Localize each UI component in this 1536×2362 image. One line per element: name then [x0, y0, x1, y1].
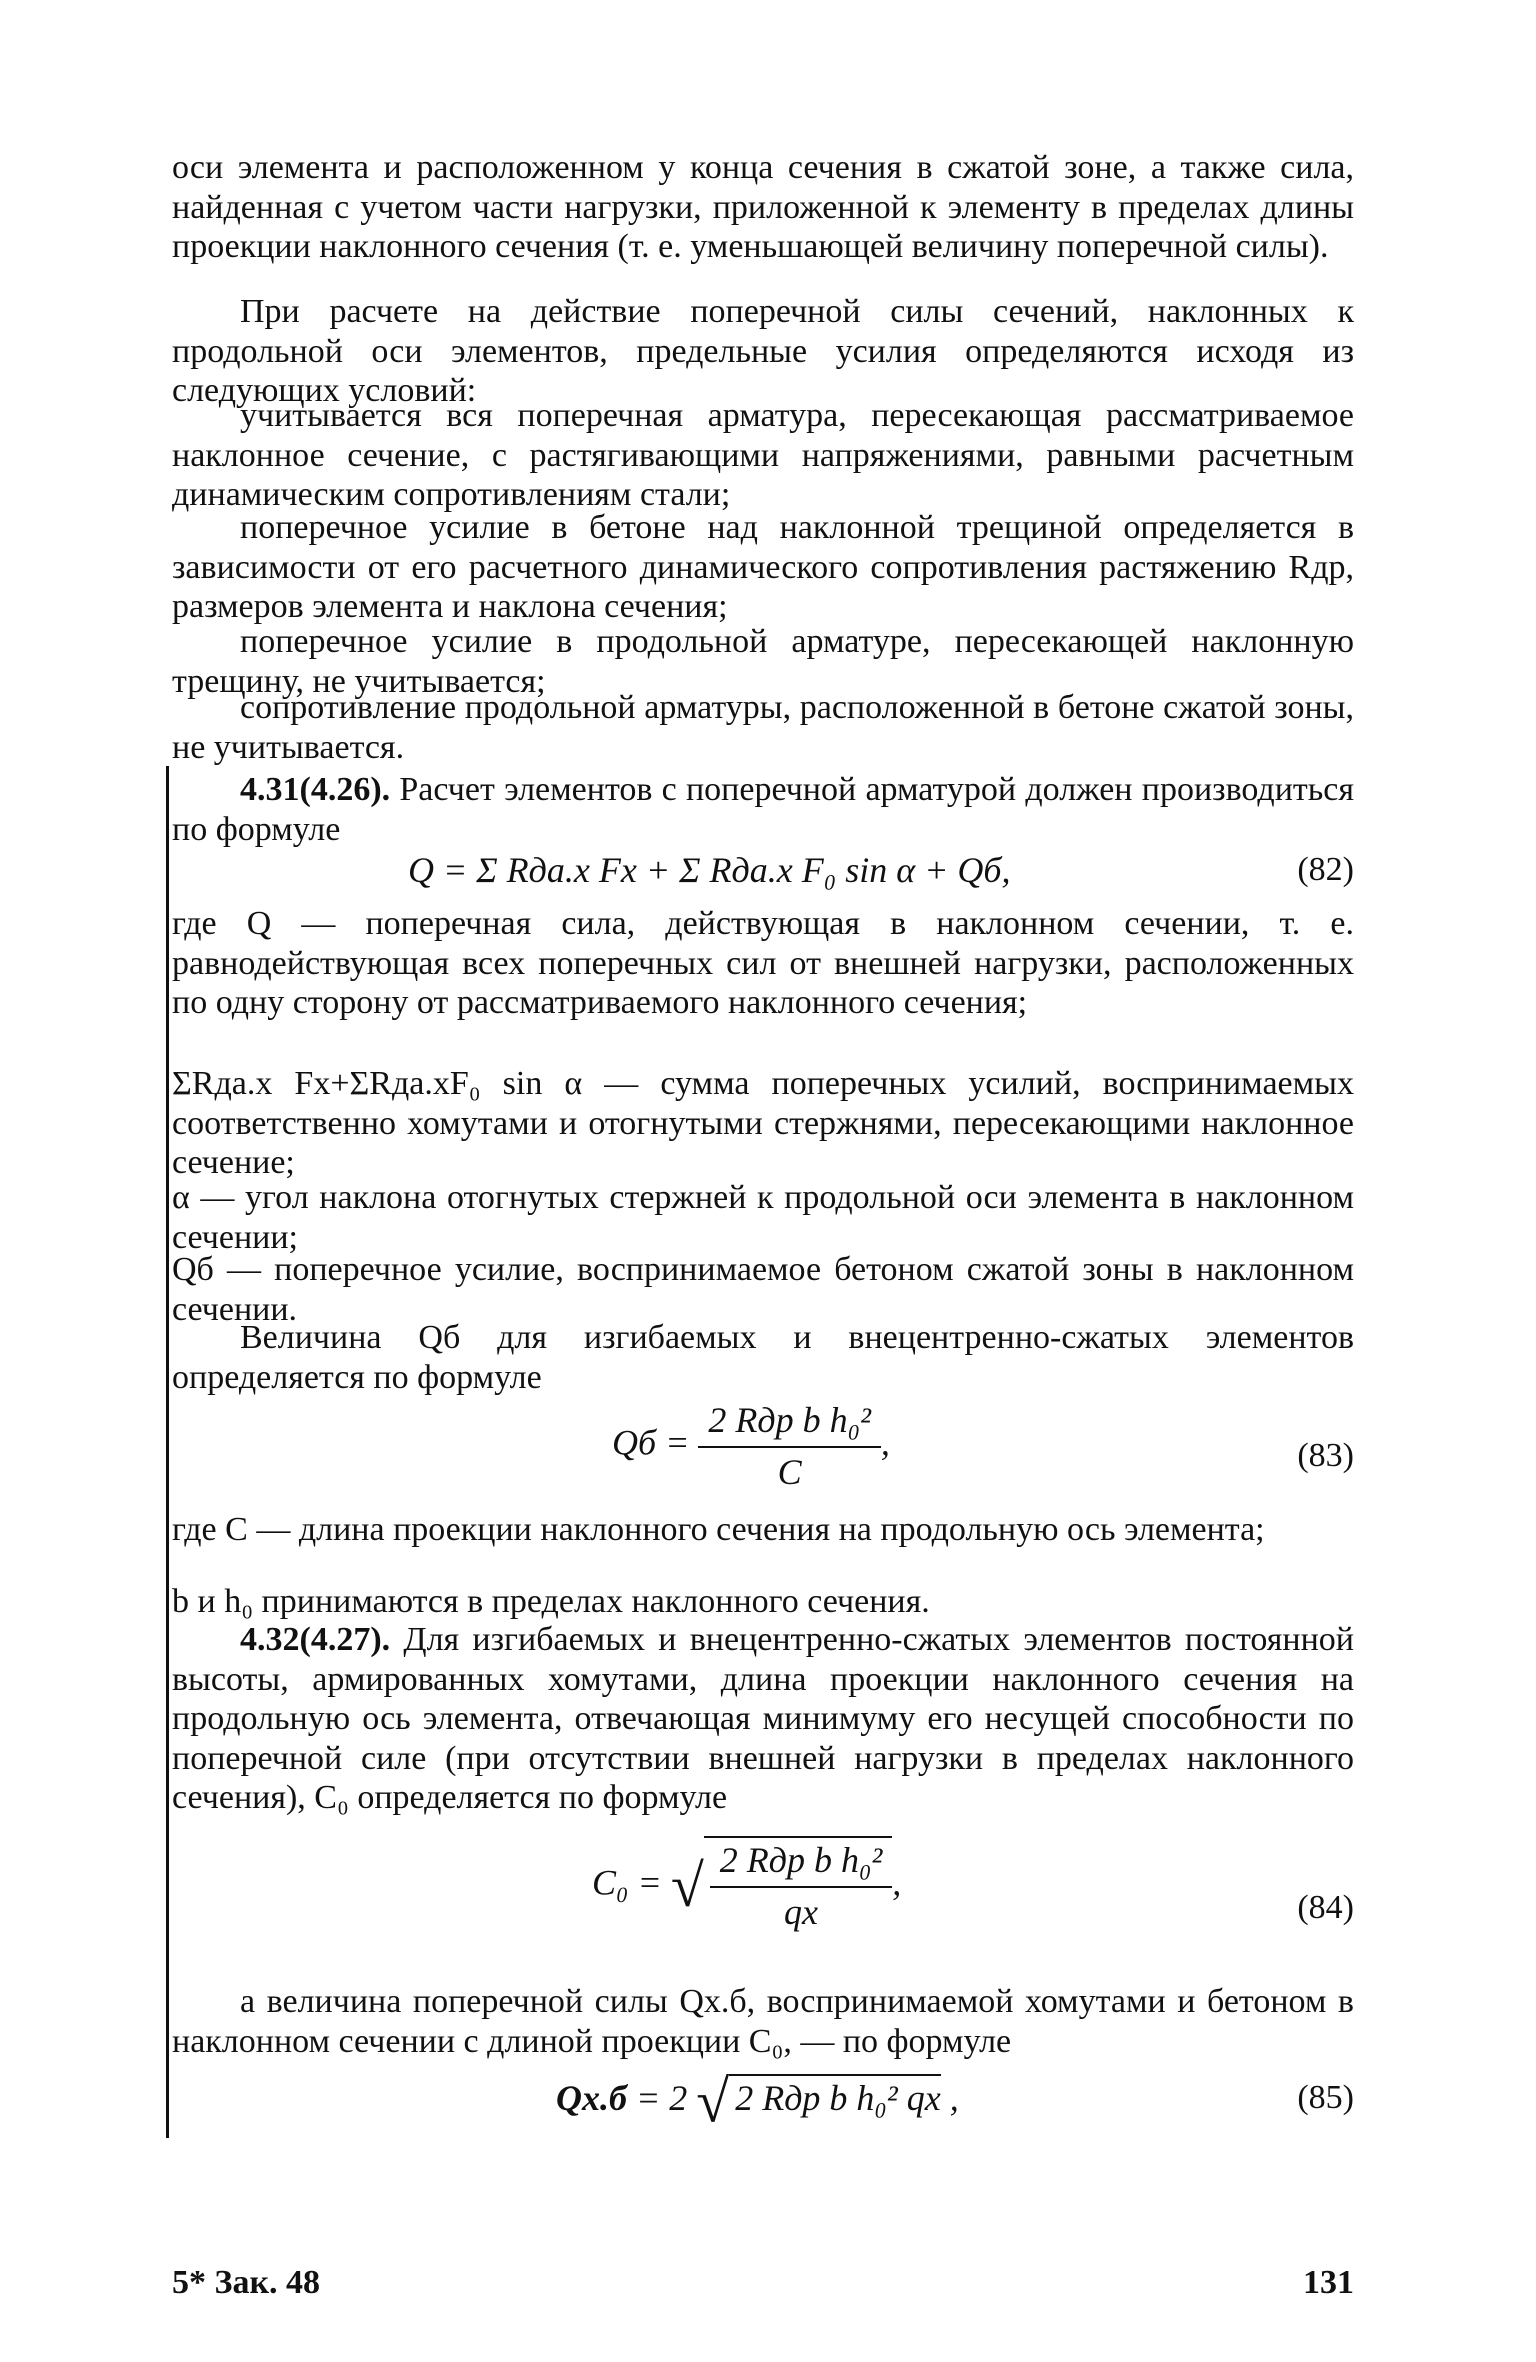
where-qb: Qб — поперечное усилие, воспринимаемое бетоном сжатой зоны в наклонном сечении. [172, 1251, 1354, 1328]
formula-84-radicand [704, 1836, 893, 1934]
list-item-4: сопротивление продольной арматуры, расположенной в бетоне сжатой зоны, не учитывается. [172, 689, 1354, 766]
section-text: Для изгибаемых и внецентренно-сжатых элементов постоянной высоты, армированных хомутами, длина проекции наклонного сечения на продольную ось элемента, отвечающая минимуму его несущей способности по поперечной силе (при отсутствии внешней нагрузки в пределах наклонного сечения), C₀ определяется по формуле [172, 1621, 1354, 1816]
formula-83-fraction [698, 1398, 881, 1494]
where-sum: ΣRда.х Fх+ΣRда.хF₀ sin α — сумма поперечных усилий, воспринимаемых соответственно хомутами и отогнутыми стержнями, пересекающими наклонное сечение; [172, 1065, 1354, 1181]
footer-signature: 5* Зак. 48 [172, 2264, 321, 2301]
list-item-2: поперечное усилие в бетоне над наклонной трещиной определяется в зависимости от его расчетного динамического сопротивления растяжению Rдр, размеров элемента и наклона сечения; [172, 509, 1354, 625]
formula-84-lhs: C₀ [592, 1862, 629, 1903]
section-4-31 [172, 770, 1354, 849]
formula-84-fraction [710, 1838, 893, 1934]
section-text: Расчет элементов с поперечной арматурой должен производиться по формуле [172, 771, 1354, 848]
formula-82: Q = Σ Rда.х Fх + Σ Rда.х F₀ sin α + Qб, [408, 850, 1011, 890]
formula-83-lhs: Qб [612, 1422, 657, 1463]
paragraph-1: оси элемента и расположенном у конца сечения в сжатой зоне, а также сила, найденная с учетом части нагрузки, приложенной к элементу в пределах длины проекции наклонного сечения (т. е. уменьшающей величину поперечной силы). [172, 149, 1354, 265]
paragraph-qxb: а величина поперечной силы Qх.б, воспринимаемой хомутами и бетоном в наклонном сечении с длиной проекции C₀, — по формуле [172, 1983, 1354, 2060]
equation-number-85: (85) [1297, 2079, 1354, 2116]
section-number: 4.31(4.26). [240, 771, 391, 808]
section-number: 4.32(4.27). [240, 1621, 391, 1658]
sqrt-icon: √ [696, 2068, 730, 2135]
formula-85-radicand: 2 Rдр b h₀² qх [729, 2074, 941, 2120]
formula-83-numerator: 2 Rдр b h₀² [698, 1398, 881, 1448]
equation-number-84: (84) [1297, 1889, 1354, 1926]
paragraph-2: При расчете на действие поперечной силы сечений, наклонных к продольной оси элементов, предельные усилия определяются исходя из следующих условий: [172, 293, 1354, 409]
formula-85-lhs: Qх.б [556, 2078, 627, 2118]
where-q: где Q — поперечная сила, действующая в наклонном сечении, т. е. равнодействующая всех поперечных сил от внешней нагрузки, расположенных по одну сторону от рассматриваемого наклонного сечения; [172, 905, 1354, 1021]
paragraph-qb: Величина Qб для изгибаемых и внецентренно-сжатых элементов определяется по формуле [172, 1319, 1354, 1396]
equation-number-83: (83) [1297, 1437, 1354, 1474]
formula-83-denominator: C [777, 1452, 802, 1492]
where-b: b и h₀ принимаются в пределах наклонного сечения. [172, 1583, 930, 1620]
section-4-32 [172, 1620, 1354, 1818]
sqrt-icon: √ [670, 1853, 704, 1919]
formula-83: Qб = $\frac{\text{2 Rдр b h₀²}}{C}$ , [612, 1400, 890, 1492]
formula-84-denominator: qх [784, 1892, 819, 1932]
list-item-1: учитывается вся поперечная арматура, пересекающая рассматриваемое наклонное сечение, с растягивающими напряжениями, равными расчетным динамическим сопротивлениям стали; [172, 397, 1354, 513]
formula-84: C₀ = √ $\frac{\text{2 Rдр b h₀²}}{qх}$ , [592, 1836, 901, 1934]
formula-84-numerator: 2 Rдр b h₀² [710, 1838, 893, 1888]
equation-number-82: (82) [1297, 851, 1354, 888]
where-alpha: α — угол наклона отогнутых стержней к продольной оси элемента в наклонном сечении; [172, 1179, 1354, 1256]
where-c: где C — длина проекции наклонного сечения на продольную ось элемента; [172, 1511, 1265, 1548]
page-number: 131 [1303, 2264, 1354, 2301]
list-item-3: поперечное усилие в продольной арматуре, пересекающей наклонную трещину, не учитывается; [172, 623, 1354, 700]
formula-85: Qх.б = 2 √ 2 Rдр b h₀² qх , [556, 2068, 959, 2135]
margin-change-bar [166, 766, 169, 2138]
